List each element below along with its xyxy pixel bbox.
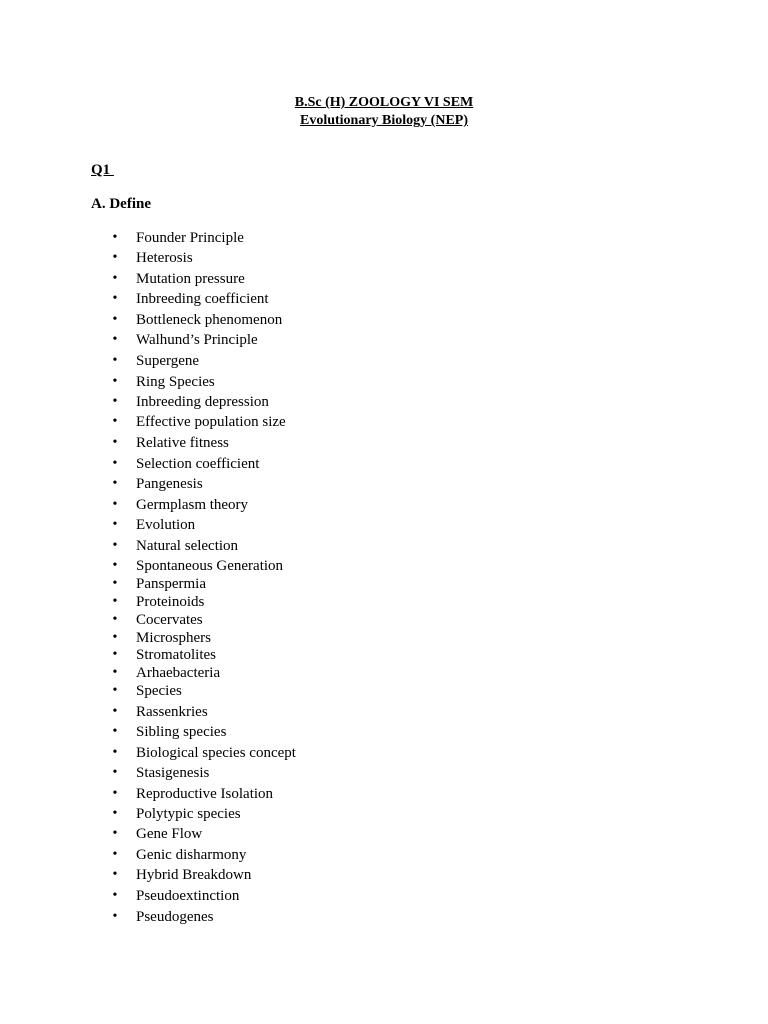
term-text: Inbreeding depression [136,394,269,410]
bullet-icon: • [112,888,118,903]
term-text: Genic disharmony [136,847,247,863]
paper-title: Evolutionary Biology (NEP) [299,113,468,128]
term-text: Reproductive Isolation [136,786,274,802]
term-text: Evolution [136,517,196,533]
term-text: Gene Flow [136,826,203,842]
bullet-icon: • [112,435,118,450]
bullet-icon: • [112,909,118,924]
term-text: Spontaneous Generation [136,558,284,574]
term-text: Pseudogenes [136,909,214,925]
term-text: Germplasm theory [136,497,249,513]
bullet-icon: • [112,271,118,286]
term-text: Stromatolites [136,647,216,663]
bullet-icon: • [112,612,118,627]
bullet-icon: • [112,456,118,471]
term-text: Stasigenesis [136,765,210,781]
bullet-icon: • [112,847,118,862]
bullet-icon: • [112,517,118,532]
term-text: Walhund’s Principle [136,332,258,348]
term-text: Natural selection [136,538,239,554]
term-text: Selection coefficient [136,456,260,472]
term-text: Proteinoids [136,594,205,610]
term-text: Biological species concept [136,745,296,761]
term-text: Microsphers [136,630,211,646]
question-label: Q1 [91,162,114,178]
bullet-icon: • [112,291,118,306]
term-text: Supergene [136,353,200,369]
bullet-icon: • [112,594,118,609]
term-text: Arhaebacteria [136,665,221,681]
bullet-icon: • [112,724,118,739]
course-title: B.Sc (H) ZOOLOGY VI SEM [294,95,474,110]
bullet-icon: • [112,332,118,347]
term-text: Founder Principle [136,230,244,246]
term-text: Heterosis [136,250,193,266]
bullet-icon: • [112,558,118,573]
bullet-icon: • [112,647,118,662]
bullet-icon: • [112,538,118,553]
term-text: Effective population size [136,414,286,430]
bullet-icon: • [112,704,118,719]
bullet-icon: • [112,576,118,591]
bullet-icon: • [112,683,118,698]
bullet-icon: • [112,867,118,882]
bullet-icon: • [112,374,118,389]
bullet-icon: • [112,665,118,680]
term-text: Mutation pressure [136,271,245,287]
term-text: Sibling species [136,724,227,740]
term-text: Species [136,683,182,699]
section-heading: A. Define [91,196,151,212]
bullet-icon: • [112,806,118,821]
term-text: Ring Species [136,374,215,390]
bullet-icon: • [112,826,118,841]
bullet-icon: • [112,765,118,780]
term-text: Pangenesis [136,476,203,492]
bullet-icon: • [112,312,118,327]
bullet-icon: • [112,630,118,645]
term-text: Cocervates [136,612,203,628]
bullet-icon: • [112,786,118,801]
bullet-icon: • [112,230,118,245]
bullet-icon: • [112,353,118,368]
bullet-icon: • [112,394,118,409]
bullet-icon: • [112,745,118,760]
bullet-icon: • [112,414,118,429]
term-text: Hybrid Breakdown [136,867,252,883]
term-text: Relative fitness [136,435,229,451]
bullet-icon: • [112,250,118,265]
term-text: Rassenkries [136,704,208,720]
term-text: Panspermia [136,576,206,592]
term-text: Pseudoextinction [136,888,240,904]
term-text: Bottleneck phenomenon [136,312,283,328]
term-text: Polytypic species [136,806,241,822]
term-text: Inbreeding coefficient [136,291,269,307]
bullet-icon: • [112,476,118,491]
bullet-icon: • [112,497,118,512]
